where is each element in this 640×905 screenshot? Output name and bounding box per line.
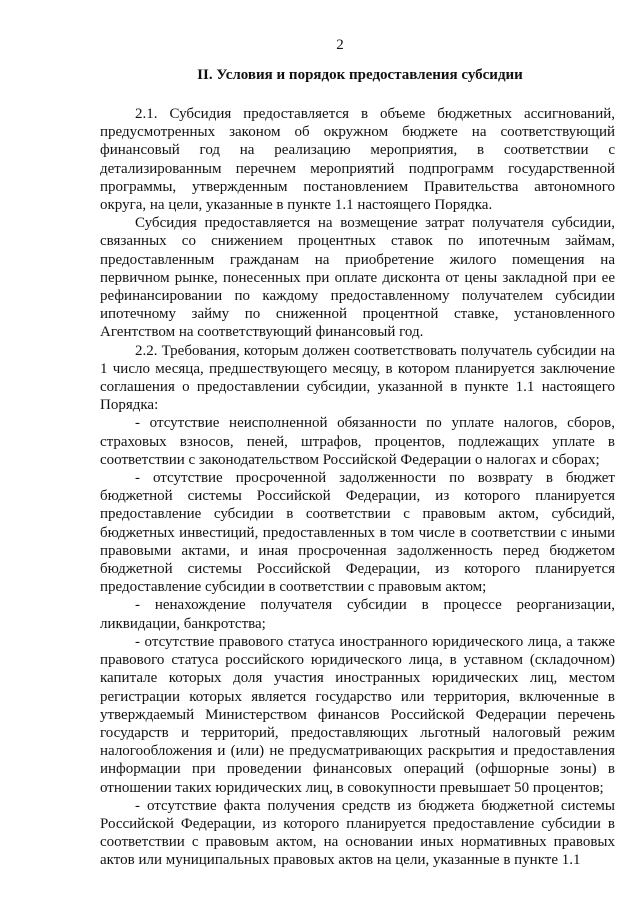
document-body [100, 105, 615, 870]
section-title: II. Условия и порядок предоставления субсидии [197, 67, 523, 83]
requirement-no-reorganization: - ненахождение получателя субсидии в процессе реорганизации, ликвидации, банкротства; [100, 597, 615, 632]
requirement-no-overdue-debt: - отсутствие просроченной задолженности по возврату в бюджет бюджетной системы Российской Федерации, из которого планируется предоставление субсидии в соответствии с правовым актом, субсидий, бюджетных инвестиций, предоставленных в том числе в соответствии с иными правовыми актами, и иная просроченная задолженность перед бюджетом бюджетной системы Российской Федерации, из которого планируется предоставление субсидии в соответствии с правовым актом; [100, 470, 615, 596]
requirement-no-tax-debt: - отсутствие неисполненной обязанности по уплате налогов, сборов, страховых взносов, пеней, штрафов, процентов, подлежащих уплате в соответствии с законодательством Российской Федерации о налогах и сборах; [100, 415, 615, 468]
page-number: 2 [336, 37, 344, 53]
requirement-no-other-funding: - отсутствие факта получения средств из бюджета бюджетной системы Российской Федерации, из которого планируется предоставление субсидии в соответствии с правовым актом, на основании иных нормативных правовых актов или муниципальных правовых актов на цели, указанные в пункте 1.1 [100, 797, 615, 869]
requirement-no-offshore-status: - отсутствие правового статуса иностранного юридического лица, а также правового статуса российского юридического лица, в уставном (складочном) капитале которых доля участия иностранных юридических лиц, местом регистрации которых является государство или территория, включенные в утверждаемый Министерством финансов Российской Федерации перечень государств и территорий, предоставляющих льготный налоговый режим налогообложения и (или) не предусматривающих раскрытия и предоставления информации при проведении финансовых операций (офшорные зоны) в отношении таких юридических лиц, в совокупности превышает 50 процентов; [100, 633, 615, 796]
paragraph-subsidy-purpose: Субсидия предоставляется на возмещение затрат получателя субсидии, связанных со снижением процентных ставок по ипотечным займам, предоставленным гражданам на приобретение жилого помещения на первичном рынке, понесенных при оплате дисконта от цены закладной при ее рефинансировании по каждому предоставленному получателем субсидии ипотечному займу по сниженной процентной ставке, установленного Агентством на соответствующий финансовый год. [100, 215, 615, 341]
paragraph-2-1: 2.1. Субсидия предоставляется в объеме бюджетных ассигнований, предусмотренных законом об окружном бюджете на соответствующий финансовый год на реализацию мероприятия, в соответствии с детализированным перечнем мероприятий подпрограмм государственной программы, утвержденным постановлением Правительства автономного округа, на цели, указанные в пункте 1.1 настоящего Порядка. [100, 106, 615, 214]
paragraph-2-2: 2.2. Требования, которым должен соответствовать получатель субсидии на 1 число месяца, предшествующего месяцу, в котором планируется заключение соглашения о предоставлении субсидии, указанной в пункте 1.1 настоящего Порядка: [100, 342, 615, 414]
